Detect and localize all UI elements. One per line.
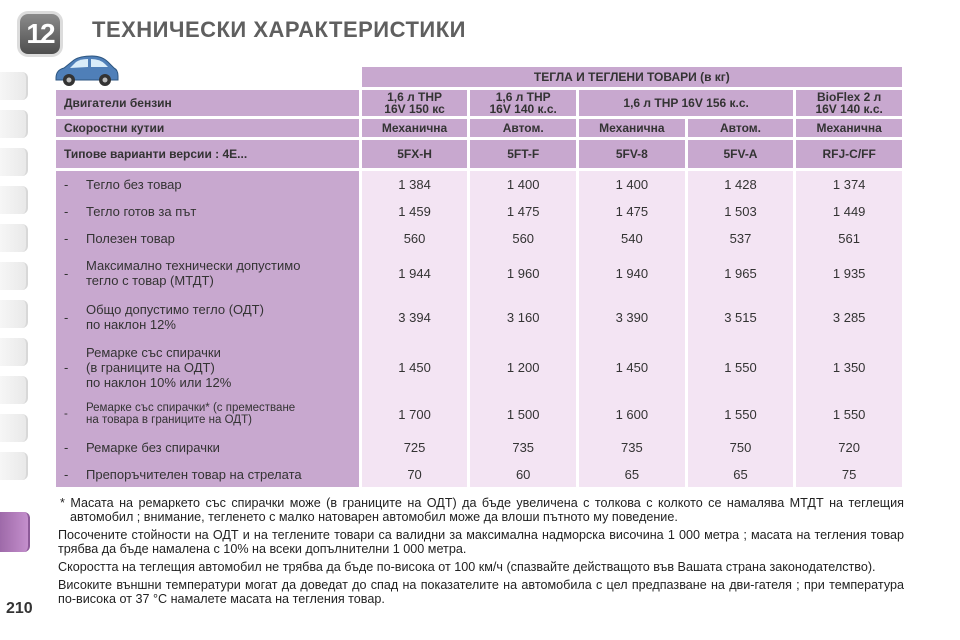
row-label-line: Ремарке със спирачки [86,344,221,360]
value-cell: 720 [838,440,860,455]
row-label [56,252,359,294]
value-cell: 1 475 [506,204,540,219]
chapter-tab[interactable] [0,148,28,176]
value-cell: 60 [515,466,531,482]
value-cell: 1 944 [398,265,431,281]
chapter-tab[interactable] [0,414,28,442]
value-cell: 1 940 [615,265,649,281]
variant-cell: 5FV-8 [579,140,685,168]
value-cell: 735 [512,440,535,455]
chapter-tabs-rail [0,0,30,640]
chapter-tab[interactable] [0,224,28,252]
gearbox-cell: Автом. [470,119,576,137]
value-cell: 735 [620,440,643,455]
page-number: 210 [6,600,33,617]
row-label [56,434,359,461]
value-cell: 1 550 [832,406,866,422]
chapter-tab[interactable] [0,376,28,404]
value-cell: 537 [729,231,752,246]
values-column [362,171,468,487]
gearbox-label: Скоростни кутии [56,119,359,137]
variant-cell: 5FV-A [688,140,794,168]
row-label-line: Ремарке без спирачки [86,440,220,455]
value-cell: 1 935 [832,265,866,281]
chapter-tab[interactable] [0,300,28,328]
variants-label: Типове варианти версии : 4E... [56,140,359,168]
value-cell: 725 [403,440,426,455]
value-cell: 1 500 [506,406,540,422]
value-cell: 1 449 [832,204,866,219]
weights-table [56,64,904,490]
value-cell: 1 600 [615,406,649,422]
value-cell: 1 200 [506,359,540,375]
row-label [56,171,359,198]
chapter-tab[interactable] [0,452,28,480]
bullet-dash: - [64,359,69,375]
notes-section [58,496,904,610]
row-label-line: Тегло готов за път [86,204,197,219]
bullet-dash: - [64,177,69,192]
value-cell: 75 [841,466,857,482]
row-label-line: Тегло без товар [86,177,182,192]
note-paragraph: Високите външни температури могат да доведат до спад на показателите на автомобила с цел предпазване на дви-гателя ; при температура по-висока от 37 °C намалете масата на тегления товар. [58,578,904,606]
row-label-line: тегло с товар (МТДТ) [86,273,214,288]
value-cell: 1 459 [398,204,431,219]
value-cell: 1 550 [724,359,757,375]
bullet-dash: - [64,466,69,482]
value-cell: 1 960 [506,265,540,281]
row-label [56,394,359,434]
row-label-line: Полезен товар [86,231,175,246]
engine-header: 1,6 л THP 16V 156 к.с. [579,90,793,116]
value-cell: 1 503 [724,204,757,219]
gearbox-cell: Автом. [688,119,794,137]
engines-label: Двигатели бензин [56,90,359,116]
value-cell: 560 [512,231,535,246]
value-cell: 1 700 [398,406,431,422]
row-label [56,225,359,252]
row-label-line: Максимално технически допустимо [86,258,301,273]
values-column [470,171,576,487]
value-cell: 1 450 [398,359,431,375]
value-cell: 1 400 [615,177,649,192]
chapter-tab[interactable] [0,186,28,214]
bullet-dash: - [64,265,69,281]
row-label-line: Препоръчителен товар на стрелата [86,466,302,482]
note-paragraph: Посочените стойности на ОДТ и на теглените товари са валидни за максимална надморска височина 1 000 метра ; масата на тегления товар трябва да бъде намалена с 10% на всеки допълнителни 1 000 метра. [58,528,904,556]
row-label-line: на товара в границите на ОДТ) [86,414,252,426]
value-cell: 750 [729,440,752,455]
row-label-line: (в границите на ОДТ) [86,359,215,375]
value-cell: 1 475 [615,204,649,219]
value-cell: 3 390 [615,309,649,325]
value-cell: 1 384 [398,177,431,192]
chapter-tab-active[interactable] [0,512,30,552]
row-label [56,340,359,394]
row-label-line: по наклон 10% или 12% [86,374,232,390]
variant-cell: RFJ-C/FF [796,140,902,168]
variant-cell: 5FT-F [470,140,576,168]
value-cell: 540 [620,231,643,246]
engine-header: 1,6 л THP 16V 140 к.с. [470,90,576,116]
value-cell: 3 515 [724,309,757,325]
value-cell: 65 [624,466,640,482]
value-cell: 1 350 [832,359,866,375]
value-cell: 70 [407,466,422,482]
value-cell: 65 [733,466,748,482]
row-label [56,461,359,487]
value-cell: 3 394 [398,309,431,325]
bullet-dash: - [64,309,69,325]
page-title: ТЕХНИЧЕСКИ ХАРАКТЕРИСТИКИ [92,17,466,42]
gearbox-cell: Механична [796,119,902,137]
chapter-badge-icon [20,14,60,54]
chapter-tab[interactable] [0,110,28,138]
chapter-tab[interactable] [0,72,28,100]
gearbox-cell: Механична [362,119,468,137]
engine-header: 1,6 л THP 16V 150 кс [362,90,468,116]
value-cell: 560 [403,231,426,246]
row-label-line: Общо допустимо тегло (ОДТ) [86,302,264,317]
variant-cell: 5FX-H [362,140,468,168]
value-cell: 561 [838,231,860,246]
bullet-dash: - [64,231,69,246]
value-cell: 1 428 [724,177,757,192]
value-cell: 1 400 [506,177,540,192]
note-paragraph: Скоростта на теглещия автомобил не трябва да бъде по-висока от 100 км/ч (спазвайте действащото във Вашата страна законодателство). [58,560,876,574]
chapter-number: 12 [26,18,54,49]
values-column [688,171,794,487]
chapter-tab[interactable] [0,262,28,290]
value-cell: 1 374 [832,177,866,192]
chapter-tab[interactable] [0,338,28,366]
row-label [56,198,359,225]
value-cell: 3 160 [506,309,540,325]
value-cell: 1 965 [724,265,757,281]
bullet-dash: - [64,204,69,219]
row-label-line: по наклон 12% [86,317,176,332]
row-label-line: Ремарке със спирачки* (с преместване [86,402,296,414]
value-cell: 3 285 [832,309,866,325]
value-cell: 1 450 [615,359,649,375]
footnote: * Масата на ремаркето със спирачки може (в границите на ОДТ) да бъде увеличена с толкова с колкото се намалява МТДТ на теглещия автомобил ; внимание, тегленето с малко натоварен автомобил може да влоши пътното му поведение. [60,496,904,524]
values-column [579,171,685,487]
values-column [796,171,902,487]
value-cell: 1 550 [724,406,757,422]
gearbox-cell: Механична [579,119,685,137]
table-caption: ТЕГЛА И ТЕГЛЕНИ ТОВАРИ (в кг) [362,67,902,87]
engine-header: BioFlex 2 л 16V 140 к.с. [796,90,902,116]
row-labels-column [56,171,359,487]
bullet-dash: - [64,440,69,455]
row-label [56,294,359,340]
bullet-dash: - [64,408,68,420]
